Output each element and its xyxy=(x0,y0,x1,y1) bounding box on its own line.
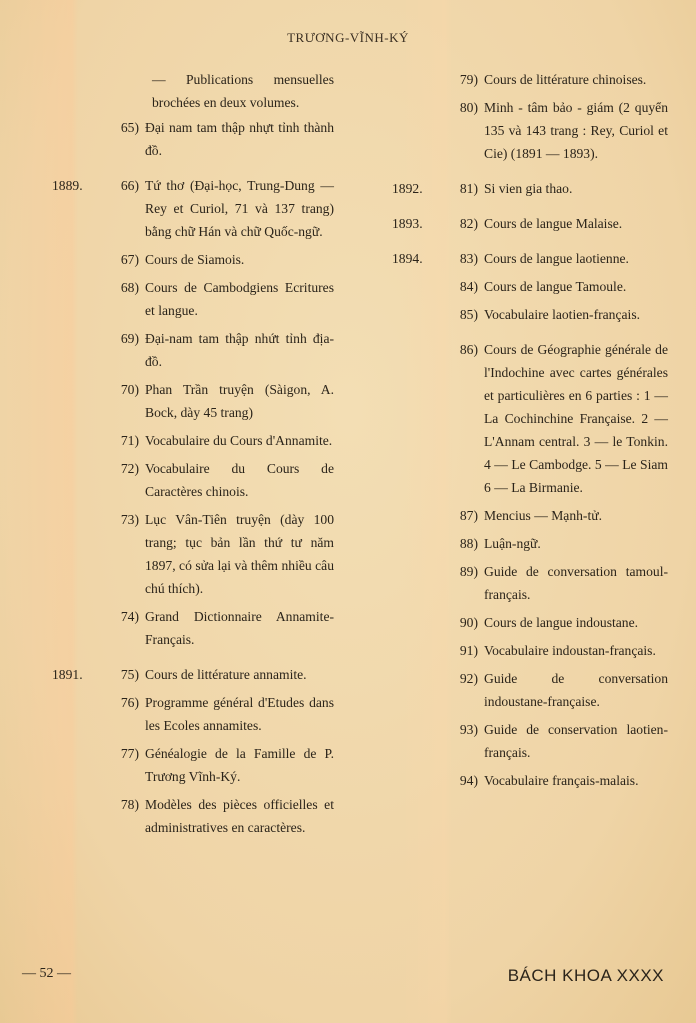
entry-year xyxy=(392,68,446,91)
entry-text: Généalogie de la Famille de P. Trương Vĩnh-Ký. xyxy=(145,746,334,784)
bibliography-entry xyxy=(392,667,668,713)
entry-number: 86) xyxy=(459,342,478,357)
bibliography-entry xyxy=(392,718,668,764)
entry-text: Cours de langue Malaise. xyxy=(484,216,623,231)
entry-text: Si vien gia thao. xyxy=(484,181,573,196)
entry-text: Đại-nam tam thập nhứt tỉnh địa-đồ. xyxy=(145,331,334,369)
entry-text: Cours de Géographie générale de l'Indochine avec cartes générales et particulières en 6 parties : 1 — La Cochinchine Française. 2 — L'Annam central. 3 — le Tonkin. 4 — Le Cambodge. 5 — Le Siam 6 — La Birmanie. xyxy=(484,342,668,495)
bibliography-entry xyxy=(392,769,668,792)
entry-number: 72) xyxy=(120,461,139,476)
bibliography-entry xyxy=(52,793,334,839)
entry-number: 94) xyxy=(459,773,478,788)
bibliography-entry xyxy=(52,605,334,651)
bibliography-entry xyxy=(392,177,668,200)
entry-number: 67) xyxy=(120,252,139,267)
bibliography-entry xyxy=(392,338,668,499)
bibliography-entry xyxy=(52,691,334,737)
entry-year: 1893. xyxy=(392,216,423,231)
bibliography-entry xyxy=(392,611,668,634)
entry-text: Cours de langue Tamoule. xyxy=(484,279,627,294)
entry-year xyxy=(392,303,446,326)
entry-text: Luận-ngữ. xyxy=(484,536,541,551)
bibliography-entry xyxy=(52,508,334,600)
entry-year: 1891. xyxy=(52,667,83,682)
entry-year xyxy=(392,667,446,713)
entry-number: 89) xyxy=(459,564,478,579)
entry-year xyxy=(52,605,104,651)
entry-number: 90) xyxy=(459,615,478,630)
entry-year xyxy=(52,793,104,839)
entry-text: Vocabulaire indoustan-français. xyxy=(484,643,656,658)
bibliography-entry xyxy=(52,378,334,424)
entry-text: Cours de langue indoustane. xyxy=(484,615,639,630)
entry-text: Vocabulaire du Cours de Caractères chinois. xyxy=(145,461,334,499)
bibliography-entry xyxy=(392,504,668,527)
bibliography-entry xyxy=(392,275,668,298)
entry-text: Grand Dictionnaire Annamite-Français. xyxy=(145,609,334,647)
entry-number: 70) xyxy=(120,382,139,397)
entry-number: 71) xyxy=(120,433,139,448)
bibliography-entry xyxy=(52,174,334,243)
bibliography-entry xyxy=(392,96,668,165)
entry-year xyxy=(392,338,446,499)
entry-year xyxy=(52,742,104,788)
continuation-text: — Publications mensuelles brochées en deux volumes. xyxy=(152,72,334,110)
entry-number: 74) xyxy=(120,609,139,624)
entry-text: Vocabulaire du Cours d'Annamite. xyxy=(145,433,333,448)
bibliography-entry xyxy=(52,327,334,373)
entry-year xyxy=(392,560,446,606)
entry-text: Cours de langue laotienne. xyxy=(484,251,629,266)
entry-text: Cours de Cambodgiens Ecritures et langue. xyxy=(145,280,334,318)
entry-text: Cours de Siamois. xyxy=(145,252,245,267)
bibliography-entry xyxy=(52,429,334,452)
entry-number: 81) xyxy=(459,181,478,196)
entry-year xyxy=(392,718,446,764)
entry-number: 79) xyxy=(459,72,478,87)
entry-number: 77) xyxy=(120,746,139,761)
entry-year xyxy=(52,429,104,452)
entry-year xyxy=(52,378,104,424)
entry-year xyxy=(52,457,104,503)
bibliography-entry xyxy=(52,457,334,503)
entry-year xyxy=(52,276,104,322)
entry-text: Guide de conversation indoustane-française. xyxy=(484,671,668,709)
entry-year xyxy=(392,275,446,298)
entry-year xyxy=(392,769,446,792)
entry-number: 66) xyxy=(120,178,139,193)
left-column xyxy=(52,68,334,844)
entry-text: Vocabulaire français-malais. xyxy=(484,773,639,788)
entry-text: Đại nam tam thập nhựt tỉnh thành đồ. xyxy=(145,120,334,158)
bibliography-entry xyxy=(52,742,334,788)
bibliography-entry xyxy=(52,116,334,162)
entry-number: 76) xyxy=(120,695,139,710)
entry-number: 92) xyxy=(459,671,478,686)
bibliography-entry xyxy=(392,560,668,606)
entry-year: 1892. xyxy=(392,181,423,196)
bibliography-entry xyxy=(392,212,668,235)
entry-text: Vocabulaire laotien-français. xyxy=(484,307,641,322)
bibliography-entry xyxy=(392,639,668,662)
bibliography-entry xyxy=(52,663,334,686)
entry-text: Cours de littérature chinoises. xyxy=(484,72,647,87)
entry-number: 65) xyxy=(120,120,139,135)
entry-year xyxy=(52,691,104,737)
right-column xyxy=(392,68,668,797)
entry-year xyxy=(392,96,446,165)
bibliography-entry xyxy=(392,303,668,326)
entry-number: 80) xyxy=(459,100,478,115)
entry-number: 93) xyxy=(459,722,478,737)
entry-year: 1894. xyxy=(392,251,423,266)
entry-text: Programme général d'Etudes dans les Ecoles annamites. xyxy=(145,695,334,733)
entry-year xyxy=(52,327,104,373)
entry-year: 1889. xyxy=(52,178,83,193)
entry-year xyxy=(52,248,104,271)
entry-number: 82) xyxy=(459,216,478,231)
page-number: — 52 — xyxy=(22,966,71,981)
entry-text: Minh - tâm bảo - giám (2 quyển 135 và 143 trang : Rey, Curiol et Cie) (1891 — 1893). xyxy=(484,100,668,161)
entry-number: 68) xyxy=(120,280,139,295)
publication-name: BÁCH KHOA XXXX xyxy=(507,966,664,985)
entry-number: 75) xyxy=(120,667,139,682)
entry-number: 87) xyxy=(459,508,478,523)
bibliography-entry xyxy=(52,276,334,322)
entry-text: Cours de littérature annamite. xyxy=(145,667,307,682)
entry-number: 78) xyxy=(120,797,139,812)
bibliography-entry xyxy=(392,247,668,270)
entry-number: 88) xyxy=(459,536,478,551)
entry-year xyxy=(392,532,446,555)
entry-text: Guide de conversation tamoul-français. xyxy=(484,564,668,602)
entry-number: 83) xyxy=(459,251,478,266)
bibliography-entry xyxy=(52,248,334,271)
entry-text: Mencius — Mạnh-tử. xyxy=(484,508,602,523)
entry-year xyxy=(52,508,104,600)
entry-number: 91) xyxy=(459,643,478,658)
entry-number: 85) xyxy=(459,307,478,322)
bibliography-entry xyxy=(392,532,668,555)
entry-text: Tứ thơ (Đại-học, Trung-Dung — Rey et Curiol, 71 và 137 trang) bằng chữ Hán và chữ Quốc-ngữ. xyxy=(145,178,334,239)
entry-year xyxy=(392,639,446,662)
entry-number: 84) xyxy=(459,279,478,294)
entry-text: Phan Trần truyện (Sàigon, A. Bock, dày 45 trang) xyxy=(145,382,334,420)
entry-text: Guide de conservation laotien-français. xyxy=(484,722,668,760)
entry-text: Modèles des pièces officielles et administratives en caractères. xyxy=(145,797,334,835)
entry-number: 69) xyxy=(120,331,139,346)
entry-text: Lục Vân-Tiên truyện (dày 100 trang; tục bản lần thứ tư năm 1897, có sửa lại và thêm nhiều câu chú thích). xyxy=(145,512,334,596)
entry-year xyxy=(392,504,446,527)
entry-number: 73) xyxy=(120,512,139,527)
bibliography-entry xyxy=(392,68,668,91)
entry-year xyxy=(52,116,104,162)
running-header: TRƯƠNG-VĨNH-KÝ xyxy=(287,30,409,45)
entry-year xyxy=(392,611,446,634)
